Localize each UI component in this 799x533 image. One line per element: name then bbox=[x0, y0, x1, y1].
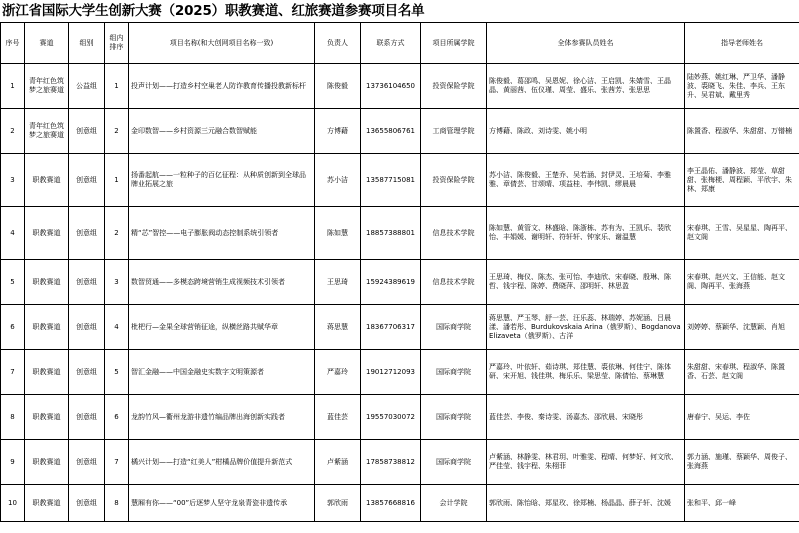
cell-leader: 陈如慧 bbox=[315, 207, 361, 260]
cell-group: 创意组 bbox=[69, 350, 105, 395]
table-row bbox=[1, 109, 799, 154]
cell-index: 8 bbox=[1, 395, 25, 440]
table-row bbox=[1, 440, 799, 485]
cell-group: 创意组 bbox=[69, 207, 105, 260]
header-project-name: 项目名称(和大创网项目名称一致) bbox=[129, 23, 315, 64]
cell-leader: 王思琦 bbox=[315, 260, 361, 305]
cell-advisors: 郭力涵、施瑾、蔡颖华、周俊子、张海燕 bbox=[685, 440, 799, 485]
cell-contact: 13736104650 bbox=[361, 64, 421, 109]
cell-contact: 15924389619 bbox=[361, 260, 421, 305]
cell-order: 3 bbox=[105, 260, 129, 305]
cell-contact: 18857388801 bbox=[361, 207, 421, 260]
cell-index: 7 bbox=[1, 350, 25, 395]
cell-members: 蒋思慧、严玉琴、舒一芸、汪乐蕊、林瑞婷、苏妮涵、吕晨漾、潘若彤、Burdukovskaia Arina（俄罗斯）、Bogdanova Elizaveta（俄罗斯）、古洋 bbox=[487, 305, 685, 350]
cell-contact: 19012712093 bbox=[361, 350, 421, 395]
cell-advisors: 陈置香、程淑华、朱甜甜、万镨楠 bbox=[685, 109, 799, 154]
cell-order: 7 bbox=[105, 440, 129, 485]
cell-advisors: 唐春宁、吴运、李佐 bbox=[685, 395, 799, 440]
header-contact: 联系方式 bbox=[361, 23, 421, 64]
cell-group: 创意组 bbox=[69, 109, 105, 154]
cell-members: 郭欣雨、陈怡晗、郑星玫、徐郑楠、杨晶晶、薛子轩、沈媛 bbox=[487, 485, 685, 522]
table-row bbox=[1, 350, 799, 395]
cell-order: 2 bbox=[105, 207, 129, 260]
cell-index: 1 bbox=[1, 64, 25, 109]
cell-advisors: 陆妙燕、姚红琳、严卫华、潘静波、裘晓飞、朱佳、李兵、王东升、吴君斌、戴里秀 bbox=[685, 64, 799, 109]
cell-leader: 蓝佳芸 bbox=[315, 395, 361, 440]
cell-order: 1 bbox=[105, 64, 129, 109]
cell-project-name: 龙韵竹风—衢州龙游非遗竹编品牌出海创新实践者 bbox=[129, 395, 315, 440]
table-header bbox=[1, 23, 799, 64]
cell-leader: 严嘉玲 bbox=[315, 350, 361, 395]
cell-advisors: 刘婷婷、蔡颖华、沈慧颖、肖旭 bbox=[685, 305, 799, 350]
cell-track: 职教赛道 bbox=[25, 154, 69, 207]
cell-college: 信息技术学院 bbox=[421, 207, 487, 260]
header-order: 组内排序 bbox=[105, 23, 129, 64]
cell-college: 投资保险学院 bbox=[421, 64, 487, 109]
table-row bbox=[1, 395, 799, 440]
cell-advisors: 李王晶佑、潘静波、郑莹、草甜甜、张梅梗、周程颖、平欣宇、朱林、郑康 bbox=[685, 154, 799, 207]
cell-track: 职教赛道 bbox=[25, 395, 69, 440]
cell-members: 陈如慧、黄管文、林盛晗、陈浙栋、苏有为、王凯乐、裴欣怡、丰娟媛、谢明轩、符轩轩、钟家乐、谢温慧 bbox=[487, 207, 685, 260]
cell-index: 4 bbox=[1, 207, 25, 260]
cell-group: 创意组 bbox=[69, 485, 105, 522]
page-title: 浙江省国际大学生创新大赛（2025）职教赛道、红旅赛道参赛项目名单 bbox=[2, 3, 425, 19]
header-members: 全体参赛队员姓名 bbox=[487, 23, 685, 64]
table-row bbox=[1, 305, 799, 350]
table-row bbox=[1, 207, 799, 260]
cell-project-name: 扬番起航——一粒种子的百亿征程：从种质创新到全球品牌业拓展之旅 bbox=[129, 154, 315, 207]
cell-members: 卢紫涵、林静雯、林君玥、叶雅雯、程晴、何梦好、何文欣、严佳莹、钱宇程、朱栩菲 bbox=[487, 440, 685, 485]
cell-order: 8 bbox=[105, 485, 129, 522]
cell-track: 青年红色筑梦之旅赛道 bbox=[25, 64, 69, 109]
cell-index: 5 bbox=[1, 260, 25, 305]
cell-order: 4 bbox=[105, 305, 129, 350]
cell-index: 2 bbox=[1, 109, 25, 154]
header-leader: 负责人 bbox=[315, 23, 361, 64]
cell-college: 国际商学院 bbox=[421, 440, 487, 485]
cell-order: 2 bbox=[105, 109, 129, 154]
cell-group: 创意组 bbox=[69, 154, 105, 207]
cell-contact: 13655806761 bbox=[361, 109, 421, 154]
cell-index: 3 bbox=[1, 154, 25, 207]
cell-leader: 卢紫涵 bbox=[315, 440, 361, 485]
cell-track: 职教赛道 bbox=[25, 440, 69, 485]
cell-college: 工商管理学院 bbox=[421, 109, 487, 154]
cell-advisors: 朱甜甜、宋春琪、程淑华、陈置香、石芸、赵文阁 bbox=[685, 350, 799, 395]
cell-contact: 13587715081 bbox=[361, 154, 421, 207]
header-track: 赛道 bbox=[25, 23, 69, 64]
cell-group: 创意组 bbox=[69, 395, 105, 440]
cell-group: 创意组 bbox=[69, 440, 105, 485]
header-advisors: 指导老师姓名 bbox=[685, 23, 799, 64]
cell-leader: 方博藉 bbox=[315, 109, 361, 154]
cell-group: 创意组 bbox=[69, 260, 105, 305]
cell-project-name: 金印数智——乡村资源三元融合数智赋能 bbox=[129, 109, 315, 154]
cell-college: 信息技术学院 bbox=[421, 260, 487, 305]
cell-project-name: 枇杷行—金果全球营销征途，纵横丝路共赋华章 bbox=[129, 305, 315, 350]
cell-contact: 19557030072 bbox=[361, 395, 421, 440]
cell-leader: 郭欣雨 bbox=[315, 485, 361, 522]
cell-members: 蓝佳芸、李俊、秦诗雯、汤嘉杰、邵欣晨、宋晓彤 bbox=[487, 395, 685, 440]
cell-group: 创意组 bbox=[69, 305, 105, 350]
project-table bbox=[0, 22, 799, 522]
table-row bbox=[1, 485, 799, 522]
cell-project-name: 智汇金融——中国金融史实数字文明策源者 bbox=[129, 350, 315, 395]
cell-college: 国际商学院 bbox=[421, 305, 487, 350]
cell-project-name: 慧厢有你——“00”后逐梦人坚守龙泉青瓷非遗传承 bbox=[129, 485, 315, 522]
cell-members: 方博藉、陈政、刘诗雯、姚小明 bbox=[487, 109, 685, 154]
cell-members: 严嘉玲、叶依轩、茹诗琪、郑佳慧、裘依琳、何佳宁、陈体研、宋开旭、钱佳琪、梅乐乐、梁思莹、陈倩怡、蔡琳慧 bbox=[487, 350, 685, 395]
header-group: 组别 bbox=[69, 23, 105, 64]
cell-advisors: 宋春琪、赵兴文、王信能、赵文阁、陶再平、张海燕 bbox=[685, 260, 799, 305]
cell-project-name: 精“芯”智控——电子膨胀阀动态控制系统引领者 bbox=[129, 207, 315, 260]
cell-track: 职教赛道 bbox=[25, 350, 69, 395]
cell-contact: 18367706317 bbox=[361, 305, 421, 350]
table-row bbox=[1, 260, 799, 305]
cell-project-name: 橘兴计划——打造“红美人”柑橘品牌价值提升新范式 bbox=[129, 440, 315, 485]
cell-index: 9 bbox=[1, 440, 25, 485]
cell-college: 国际商学院 bbox=[421, 350, 487, 395]
cell-college: 会计学院 bbox=[421, 485, 487, 522]
cell-index: 10 bbox=[1, 485, 25, 522]
cell-track: 职教赛道 bbox=[25, 260, 69, 305]
cell-order: 6 bbox=[105, 395, 129, 440]
cell-leader: 陈俊毅 bbox=[315, 64, 361, 109]
cell-members: 苏小洁、陈俊毅、王楚乔、吴若涵、封伊灵、王培菊、李雅雅、章倩芸、甘颂晴、项益桂、李伟凯、缪晨晨 bbox=[487, 154, 685, 207]
cell-project-name: 数智贸通——多模态跨境营销生成视频技术引领者 bbox=[129, 260, 315, 305]
cell-track: 职教赛道 bbox=[25, 485, 69, 522]
header-college: 项目所属学院 bbox=[421, 23, 487, 64]
header-index: 序号 bbox=[1, 23, 25, 64]
cell-index: 6 bbox=[1, 305, 25, 350]
cell-leader: 苏小洁 bbox=[315, 154, 361, 207]
cell-advisors: 宋春琪、王雪、吴星星、陶再平、赵文阁 bbox=[685, 207, 799, 260]
cell-track: 青年红色筑梦之旅赛道 bbox=[25, 109, 69, 154]
cell-project-name: 投声计划——打造乡村空巢老人防诈教育传播投教新标杆 bbox=[129, 64, 315, 109]
cell-contact: 13857668816 bbox=[361, 485, 421, 522]
cell-order: 1 bbox=[105, 154, 129, 207]
cell-contact: 17858738812 bbox=[361, 440, 421, 485]
cell-members: 陈俊毅、葛邵鸣、吴恩妮、徐心洁、王启凯、朱婧雪、王晶晶、黄丽茜、伍仪瑾、周莹、盛乐、张茜芳、张思思 bbox=[487, 64, 685, 109]
cell-college: 国际商学院 bbox=[421, 395, 487, 440]
cell-leader: 蒋思慧 bbox=[315, 305, 361, 350]
cell-members: 王思琦、梅仪、陈杰、张可怡、李迪欣、宋春晓、殷琳、陈哲、钱宇程、陈婷、费晓萍、邵明轩、林思盈 bbox=[487, 260, 685, 305]
table-row bbox=[1, 154, 799, 207]
cell-advisors: 张和平、邱一峰 bbox=[685, 485, 799, 522]
cell-college: 投资保险学院 bbox=[421, 154, 487, 207]
cell-order: 5 bbox=[105, 350, 129, 395]
cell-group: 公益组 bbox=[69, 64, 105, 109]
table-row bbox=[1, 64, 799, 109]
table-body bbox=[1, 64, 799, 522]
cell-track: 职教赛道 bbox=[25, 207, 69, 260]
cell-track: 职教赛道 bbox=[25, 305, 69, 350]
